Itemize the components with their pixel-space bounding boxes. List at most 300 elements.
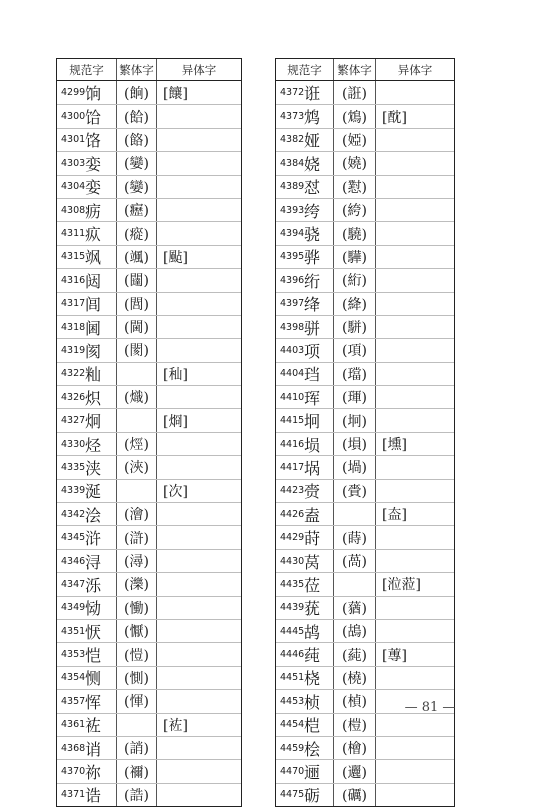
traditional-char: (驊) xyxy=(342,249,367,266)
variant-cell xyxy=(376,480,454,502)
variant-cell xyxy=(376,129,454,151)
standard-cell xyxy=(57,760,117,782)
entry-number: 4410 xyxy=(280,391,305,403)
traditional-cell xyxy=(117,199,157,221)
traditional-cell xyxy=(117,246,157,268)
traditional-char: (鴣) xyxy=(342,624,367,641)
traditional-char: (絳) xyxy=(342,296,367,313)
variant-cell xyxy=(376,597,454,619)
traditional-cell xyxy=(334,784,376,806)
table-row xyxy=(57,432,241,455)
variant-cell xyxy=(376,386,454,408)
traditional-char: (鴆) xyxy=(342,109,367,126)
standard-char: 坰 xyxy=(304,412,321,432)
variant-cell xyxy=(376,293,454,315)
traditional-char: (孌) xyxy=(124,156,149,173)
table-row xyxy=(57,128,241,151)
standard-char: 娈 xyxy=(85,154,102,174)
standard-cell xyxy=(276,760,334,782)
variant-cell xyxy=(376,316,454,338)
variant-cell xyxy=(157,199,241,221)
traditional-cell xyxy=(334,293,376,315)
traditional-cell xyxy=(117,526,157,548)
table-row xyxy=(276,502,454,525)
table-row xyxy=(57,596,241,619)
standard-cell xyxy=(57,409,117,431)
standard-char: 鸪 xyxy=(304,622,321,642)
variant-cell xyxy=(157,246,241,268)
entry-number: 4396 xyxy=(280,274,305,286)
traditional-char: (瘲) xyxy=(124,226,149,243)
traditional-char: (絝) xyxy=(342,203,367,220)
variant-char: [袏] xyxy=(163,717,188,734)
table-row xyxy=(276,128,454,151)
standard-cell xyxy=(276,456,334,478)
standard-cell xyxy=(57,714,117,736)
table-row xyxy=(57,245,241,268)
variant-cell xyxy=(376,199,454,221)
traditional-char: (項) xyxy=(342,343,367,360)
standard-cell xyxy=(276,526,334,548)
variant-cell xyxy=(157,293,241,315)
entry-number: 4304 xyxy=(61,181,86,193)
table-body xyxy=(57,81,241,806)
table-row xyxy=(57,268,241,291)
standard-cell xyxy=(276,784,334,806)
variant-cell xyxy=(376,339,454,361)
standard-cell xyxy=(276,222,334,244)
variant-cell xyxy=(157,129,241,151)
standard-char: 项 xyxy=(304,342,321,361)
standard-cell xyxy=(276,667,334,689)
table-row xyxy=(57,666,241,689)
entry-number: 4475 xyxy=(280,789,305,801)
entry-number: 4439 xyxy=(280,602,305,614)
standard-cell xyxy=(57,339,117,361)
standard-char: 埙 xyxy=(304,435,321,455)
standard-cell xyxy=(276,81,334,104)
standard-char: 桤 xyxy=(304,716,321,736)
entry-number: 4397 xyxy=(280,298,305,310)
standard-cell xyxy=(276,714,334,736)
variant-cell xyxy=(376,222,454,244)
standard-char: 恽 xyxy=(85,692,102,712)
table-row xyxy=(276,666,454,689)
standard-cell xyxy=(57,222,117,244)
traditional-cell xyxy=(117,81,157,104)
traditional-char: (礪) xyxy=(342,787,367,804)
entry-number: 4459 xyxy=(280,742,305,754)
standard-cell xyxy=(276,550,334,572)
standard-char: 闾 xyxy=(85,295,102,315)
standard-cell xyxy=(276,339,334,361)
table-row xyxy=(57,549,241,572)
variant-cell xyxy=(376,246,454,268)
variant-cell xyxy=(376,550,454,572)
standard-char: 烃 xyxy=(85,435,102,455)
traditional-char: (蒔) xyxy=(342,530,367,547)
entry-number: 4417 xyxy=(280,461,305,473)
standard-cell xyxy=(276,269,334,291)
entry-number: 4384 xyxy=(280,157,305,169)
entry-number: 4382 xyxy=(280,134,305,146)
standard-char: 诰 xyxy=(85,786,102,806)
table-row xyxy=(276,736,454,759)
traditional-char: (賫) xyxy=(342,483,367,500)
standard-char: 浍 xyxy=(85,505,102,525)
traditional-char: (惲) xyxy=(124,694,149,711)
entry-number: 4318 xyxy=(61,321,86,333)
standard-char: 疬 xyxy=(85,201,102,221)
variant-char: [蓴] xyxy=(382,647,407,664)
table-row xyxy=(276,572,454,595)
traditional-char: (慟) xyxy=(124,600,149,617)
standard-char: 袏 xyxy=(85,716,102,736)
variant-char: [壎] xyxy=(382,437,407,454)
standard-char: 浃 xyxy=(85,458,102,478)
traditional-cell xyxy=(117,105,157,127)
traditional-char: (愷) xyxy=(124,647,149,664)
entry-number: 4361 xyxy=(61,719,86,731)
entry-number: 4351 xyxy=(61,625,86,637)
standard-cell xyxy=(57,784,117,806)
entry-number: 4353 xyxy=(61,649,86,661)
entry-number: 4335 xyxy=(61,461,86,473)
standard-cell xyxy=(57,620,117,642)
standard-cell xyxy=(276,573,334,595)
traditional-char: (孌) xyxy=(124,179,149,196)
table-row xyxy=(57,292,241,315)
variant-cell xyxy=(376,714,454,736)
traditional-char: (邐) xyxy=(342,764,367,781)
standard-char: 飒 xyxy=(85,248,102,268)
entry-number: 4445 xyxy=(280,625,305,637)
header-standard: 规范字 xyxy=(276,59,334,80)
variant-cell xyxy=(157,176,241,198)
standard-cell xyxy=(276,363,334,385)
traditional-cell xyxy=(117,760,157,782)
variant-cell xyxy=(376,620,454,642)
standard-cell xyxy=(276,246,334,268)
table-row xyxy=(57,198,241,221)
standard-char: 娆 xyxy=(304,154,321,174)
header-variant: 异体字 xyxy=(181,62,217,77)
traditional-cell xyxy=(334,714,376,736)
entry-number: 4371 xyxy=(61,789,86,801)
standard-cell xyxy=(57,597,117,619)
standard-char: 涎 xyxy=(85,482,102,502)
standard-char: 盍 xyxy=(304,505,321,525)
traditional-char: (懟) xyxy=(342,179,367,196)
standard-char: 珰 xyxy=(304,365,321,385)
traditional-cell xyxy=(334,222,376,244)
header-standard: 规范字 xyxy=(57,59,117,80)
traditional-char: (惻) xyxy=(124,670,149,687)
table-row xyxy=(276,385,454,408)
table-row xyxy=(57,713,241,736)
traditional-char: (闥) xyxy=(124,273,149,290)
header-variant: 异体字 xyxy=(397,62,433,77)
standard-cell xyxy=(276,129,334,151)
standard-cell xyxy=(57,643,117,665)
table-row xyxy=(57,385,241,408)
traditional-cell xyxy=(117,573,157,595)
standard-cell xyxy=(57,152,117,174)
standard-cell xyxy=(276,690,334,712)
variant-cell xyxy=(376,81,454,104)
entry-number: 4446 xyxy=(280,649,305,661)
entry-number: 4317 xyxy=(61,298,86,310)
traditional-char: (潯) xyxy=(124,554,149,570)
standard-cell xyxy=(57,526,117,548)
variant-cell xyxy=(157,152,241,174)
traditional-char: (絎) xyxy=(342,273,367,290)
table-body xyxy=(276,81,454,806)
table-row xyxy=(276,362,454,385)
traditional-cell xyxy=(334,269,376,291)
entry-number: 4308 xyxy=(61,204,86,216)
traditional-cell xyxy=(334,246,376,268)
entry-number: 4415 xyxy=(280,415,305,427)
traditional-cell xyxy=(334,456,376,478)
variant-cell xyxy=(157,737,241,759)
traditional-cell xyxy=(334,363,376,385)
standard-cell xyxy=(57,246,117,268)
standard-char: 莳 xyxy=(304,529,321,549)
traditional-char: (烴) xyxy=(124,437,149,454)
standard-cell xyxy=(57,550,117,572)
traditional-char: (癧) xyxy=(124,203,149,220)
table-row xyxy=(57,151,241,174)
standard-cell xyxy=(276,105,334,127)
table-row xyxy=(57,408,241,431)
entry-number: 4330 xyxy=(61,438,86,450)
traditional-char: (檜) xyxy=(342,741,367,758)
entry-number: 4429 xyxy=(280,532,305,544)
standard-char: 怼 xyxy=(304,178,321,198)
traditional-cell xyxy=(117,409,157,431)
standard-char: 炽 xyxy=(85,388,102,408)
variant-cell xyxy=(157,81,241,104)
table-row xyxy=(57,642,241,665)
left-character-table xyxy=(56,58,242,807)
standard-char: 埚 xyxy=(304,458,321,478)
traditional-cell xyxy=(117,643,157,665)
table-row xyxy=(276,596,454,619)
traditional-cell xyxy=(334,597,376,619)
variant-cell xyxy=(376,433,454,455)
table-row xyxy=(276,783,454,806)
variant-cell xyxy=(157,573,241,595)
entry-number: 4357 xyxy=(61,695,86,707)
entry-number: 4315 xyxy=(61,251,86,263)
traditional-cell xyxy=(117,293,157,315)
standard-char: 泺 xyxy=(85,575,102,595)
traditional-char: (蕕) xyxy=(342,600,367,617)
standard-cell xyxy=(57,316,117,338)
standard-cell xyxy=(57,269,117,291)
traditional-char: (濼) xyxy=(124,577,149,594)
standard-char: 珲 xyxy=(304,388,321,408)
traditional-cell xyxy=(117,503,157,525)
entry-number: 4299 xyxy=(61,87,86,99)
traditional-cell xyxy=(117,222,157,244)
standard-char: 阂 xyxy=(85,342,102,361)
standard-char: 炯 xyxy=(85,412,102,432)
standard-char: 绔 xyxy=(304,201,321,221)
table-row xyxy=(57,736,241,759)
entry-number: 4453 xyxy=(280,695,305,707)
traditional-char: (萵) xyxy=(342,554,367,570)
variant-cell xyxy=(157,760,241,782)
standard-char: 恹 xyxy=(85,622,102,642)
traditional-char: (塤) xyxy=(342,437,367,454)
table-row xyxy=(276,455,454,478)
entry-number: 4316 xyxy=(61,274,86,286)
entry-number: 4319 xyxy=(61,344,86,356)
entry-number: 4322 xyxy=(61,368,86,380)
entry-number: 4373 xyxy=(280,111,305,123)
entry-number: 4394 xyxy=(280,228,305,240)
traditional-char: (餎) xyxy=(124,132,149,149)
standard-char: 桡 xyxy=(304,669,321,689)
table-row xyxy=(276,432,454,455)
standard-cell xyxy=(276,643,334,665)
traditional-cell xyxy=(117,269,157,291)
variant-cell xyxy=(376,152,454,174)
variant-cell xyxy=(376,176,454,198)
variant-cell xyxy=(157,316,241,338)
traditional-char: (楨) xyxy=(342,694,367,711)
variant-cell xyxy=(157,409,241,431)
variant-cell xyxy=(376,526,454,548)
standard-char: 饷 xyxy=(85,84,102,104)
standard-cell xyxy=(57,433,117,455)
standard-cell xyxy=(57,176,117,198)
standard-char: 阃 xyxy=(85,318,102,338)
standard-char: 饸 xyxy=(85,108,102,128)
table-row xyxy=(276,549,454,572)
standard-char: 逦 xyxy=(304,763,321,783)
traditional-cell xyxy=(334,433,376,455)
traditional-cell xyxy=(117,737,157,759)
traditional-cell xyxy=(117,784,157,806)
standard-char: 祢 xyxy=(85,763,102,783)
traditional-char: (懨) xyxy=(124,624,149,641)
table-row xyxy=(276,619,454,642)
table-row xyxy=(276,175,454,198)
standard-cell xyxy=(276,433,334,455)
table-row xyxy=(57,572,241,595)
standard-cell xyxy=(57,456,117,478)
standard-char: 恻 xyxy=(85,669,102,689)
entry-number: 4327 xyxy=(61,415,86,427)
traditional-char: (滸) xyxy=(124,530,149,547)
variant-cell xyxy=(376,105,454,127)
entry-number: 4423 xyxy=(280,485,305,497)
standard-cell xyxy=(57,199,117,221)
standard-cell xyxy=(276,409,334,431)
traditional-cell xyxy=(334,480,376,502)
variant-cell xyxy=(157,550,241,572)
entry-number: 4339 xyxy=(61,485,86,497)
standard-cell xyxy=(57,480,117,502)
traditional-cell xyxy=(334,573,376,595)
traditional-cell xyxy=(117,550,157,572)
traditional-char: (颯) xyxy=(124,249,149,266)
traditional-cell xyxy=(334,643,376,665)
entry-number: 4416 xyxy=(280,438,305,450)
variant-cell xyxy=(157,667,241,689)
table-row xyxy=(276,642,454,665)
table-row xyxy=(276,81,454,104)
variant-cell xyxy=(376,456,454,478)
traditional-char: (橈) xyxy=(342,670,367,687)
entry-number: 4435 xyxy=(280,578,305,590)
variant-cell xyxy=(376,760,454,782)
table-header xyxy=(276,59,454,81)
traditional-cell xyxy=(117,480,157,502)
traditional-cell xyxy=(334,81,376,104)
traditional-char: (嬈) xyxy=(342,156,367,173)
table-row xyxy=(57,221,241,244)
table-header xyxy=(57,59,241,81)
entry-number: 4426 xyxy=(280,508,305,520)
table-row xyxy=(57,689,241,712)
standard-char: 娅 xyxy=(304,131,321,151)
variant-cell xyxy=(376,784,454,806)
traditional-char: (堝) xyxy=(342,460,367,477)
standard-cell xyxy=(57,129,117,151)
table-row xyxy=(57,81,241,104)
table-row xyxy=(57,479,241,502)
traditional-char: (駢) xyxy=(342,320,367,337)
standard-char: 疭 xyxy=(85,225,102,245)
standard-cell xyxy=(276,152,334,174)
traditional-char: (澮) xyxy=(124,507,149,524)
traditional-cell xyxy=(334,129,376,151)
standard-cell xyxy=(276,176,334,198)
table-row xyxy=(276,338,454,361)
standard-char: 莅 xyxy=(304,575,321,595)
traditional-cell xyxy=(334,503,376,525)
variant-cell xyxy=(157,339,241,361)
entry-number: 4300 xyxy=(61,111,86,123)
table-row xyxy=(57,315,241,338)
traditional-char: (誑) xyxy=(342,85,367,102)
standard-char: 莸 xyxy=(304,599,321,619)
entry-number: 4301 xyxy=(61,134,86,146)
table-row xyxy=(276,408,454,431)
variant-cell xyxy=(376,363,454,385)
traditional-cell xyxy=(117,433,157,455)
traditional-char: (閭) xyxy=(124,296,149,313)
traditional-cell xyxy=(334,620,376,642)
entry-number: 4349 xyxy=(61,602,86,614)
standard-char: 鸩 xyxy=(304,108,321,128)
variant-char: [酖] xyxy=(382,109,407,126)
standard-cell xyxy=(276,293,334,315)
standard-cell xyxy=(57,81,117,104)
standard-char: 莴 xyxy=(304,552,321,572)
entry-number: 4430 xyxy=(280,555,305,567)
entry-number: 4347 xyxy=(61,578,86,590)
traditional-char: (餄) xyxy=(124,109,149,126)
standard-char: 恸 xyxy=(85,599,102,619)
variant-cell xyxy=(157,620,241,642)
table-row xyxy=(276,104,454,127)
entry-number: 4395 xyxy=(280,251,305,263)
